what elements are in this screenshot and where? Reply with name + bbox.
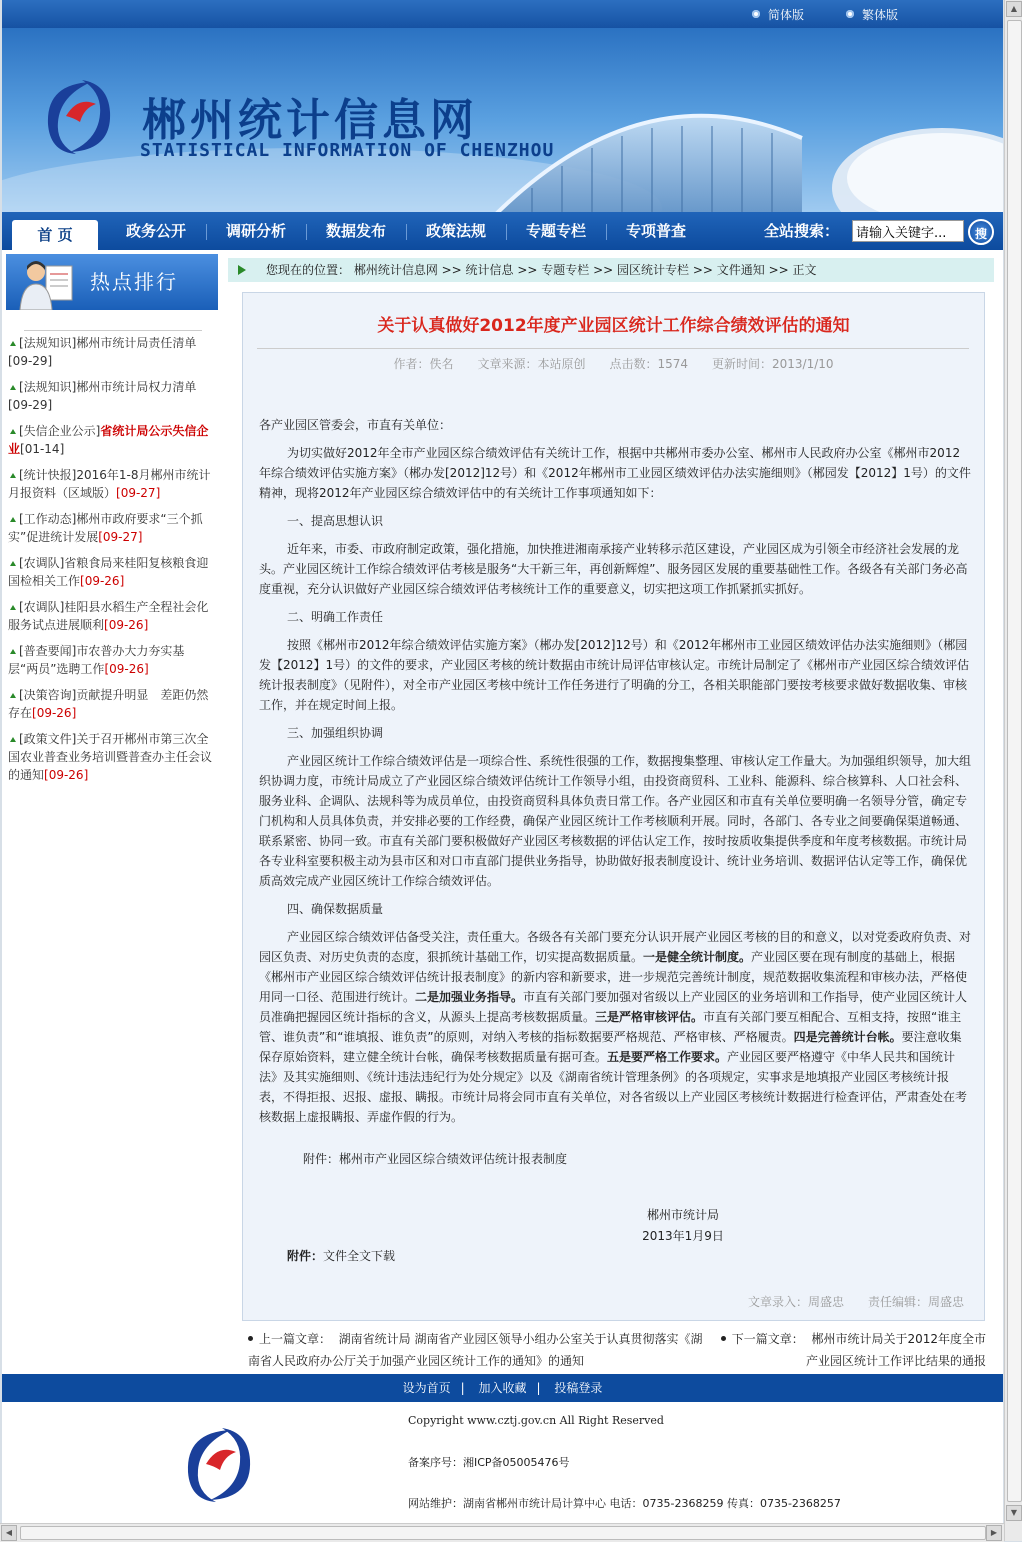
- nav-separator: [506, 224, 507, 240]
- arrow-icon: [10, 649, 16, 654]
- arrow-icon: [10, 473, 16, 478]
- search-input[interactable]: [852, 220, 964, 242]
- header-banner: [2, 28, 1003, 212]
- prev-label: 上一篇文章：: [259, 1332, 332, 1346]
- site-title: 郴州统计信息网: [142, 95, 478, 146]
- download-link[interactable]: 文件全文下载: [323, 1249, 396, 1263]
- paragraph: [259, 927, 971, 1127]
- item-date: [09-26]: [44, 768, 89, 782]
- paragraph: 近年来，市委、市政府制定政策，强化措施，加快推进湘南承接产业转移示范区建设，产业园区成为引领全市经济社会发展的龙头。产业园区统计工作综合绩效评估考核是服务“大干新三年，再创新辉煌”、服务园区发展的重要基础性工作。各级各有关部门务必高度重视，充分认识做好产业园区综合绩效评估考核统计工作的重要意义，切实把这项工作抓紧抓实抓好。: [259, 542, 968, 596]
- divider: [257, 348, 969, 349]
- scroll-right-icon[interactable]: ▶: [986, 1525, 1002, 1541]
- submit-login-link[interactable]: 投稿登录: [554, 1381, 603, 1395]
- scroll-thumb[interactable]: [20, 1526, 986, 1540]
- text: 产业园区要在现有制度的基础上，根据《郴州市产业园区综合绩效评估统计报表制度》的新内容和新要求，进一步规范完善统计制度，规范数据收集流程和审核办法，严格使用同一口径、范围进行统计。: [259, 950, 968, 1004]
- arrow-icon: [10, 561, 16, 566]
- text: 要注意收集保存原始资料，建立健全统计台帐，确保考核数据质量有据可查。: [259, 1030, 962, 1064]
- arrow-icon: [10, 605, 16, 610]
- item-category: [法规知识]: [19, 380, 77, 394]
- bullet-icon: [752, 10, 760, 18]
- bold-text: 三是严格审核评估。: [595, 1010, 704, 1024]
- hot-ranking-title: 热点排行: [90, 270, 178, 294]
- main-nav: [2, 212, 1003, 250]
- sign-date: 2013年1月9日: [642, 1229, 724, 1243]
- paragraph: 产业园区统计工作综合绩效评估是一项综合性、系统性很强的工作，数据搜集整理、审核认定工作量大。为加强组织领导，加大组织协调力度，市统计局成立了产业园区综合绩效评估统计工作领导小组，由投资商贸科、工业科、能源科、综合核算科、人口社会科、服务业科、企调队、法规科等为成员单位，由投资商贸科具体负责日常工作。各产业园区和市直有关单位要明确一名领导分管，确定专门机构和人员具体负责，并安排必要的工作经费，确保产业园区统计工作考核顺利开展。同时，各部门、各专业之间要确保渠道畅通、联系紧密、协同一致。市直有关部门要积极做好产业园区考核数据的评估认定工作，按时按质收集提供季度和年度考核数据。市统计局各专业科室要积极主动为县市区和对口市直部门提供业务指导，协助做好报表制度设计、统计业务培训、数据评估认定等工作，确保优质高效完成产业园区统计工作综合绩效评估。: [259, 754, 972, 888]
- arrow-icon: [238, 265, 246, 275]
- scroll-up-icon[interactable]: ▲: [1006, 1, 1022, 17]
- item-category: [法规知识]: [19, 336, 77, 350]
- bullet-icon: [248, 1336, 253, 1341]
- nav-separator: [306, 224, 307, 240]
- text: 市直有关部门要加强对省级以上产业园区的业务培训和工作指导，使产业园区统计人员准确把握园区统计指标的含义，从源头上提高考核数据质量。: [259, 990, 968, 1024]
- item-title[interactable]: 2016年1-8月郴州市统计月报资料（区域版）: [8, 468, 211, 500]
- list-item[interactable]: [8, 510, 214, 546]
- item-date: [09-26]: [104, 618, 149, 632]
- vertical-scrollbar[interactable]: [1004, 0, 1022, 1541]
- item-category: [政策文件]: [19, 732, 77, 746]
- list-item[interactable]: [8, 642, 214, 678]
- breadcrumb: [228, 258, 994, 282]
- arrow-icon: [10, 429, 16, 434]
- prev-title[interactable]: 湖南省统计局 湖南省产业园区领导小组办公室关于认真贯彻落实《湖: [338, 1332, 703, 1346]
- page: [2, 0, 1003, 1541]
- paragraph: 按照《郴州市2012年综合绩效评估实施方案》（郴办发[2012]12号）和《2012年郴州市工业园区绩效评估办法实施细则》（郴园发【2012】1号）的文件的要求，产业园区考核的统计数据由市统计局评估审核认定。市统计局制定了《郴州市产业园区综合绩效评估统计报表制度》（见附件），对全市产业园区考核中统计工作任务进行了明确的分工，各相关职能部门要按考核要求做好数据收集、审核工作，并在规定时间上报。: [259, 638, 970, 712]
- article-title: 关于认真做好2012年度产业园区统计工作综合绩效评估的通知: [377, 316, 850, 336]
- section-heading: 四、确保数据质量: [287, 902, 384, 916]
- traditional-link[interactable]: [846, 6, 898, 23]
- item-title[interactable]: 关于召开郴州市第三次全国农业普查业务培训暨普查办主任会议的通知: [8, 732, 213, 782]
- list-item[interactable]: [8, 686, 214, 722]
- nav-data-release[interactable]: 数据发布: [325, 222, 386, 240]
- list-item[interactable]: [8, 378, 214, 414]
- add-favorite-link[interactable]: 加入收藏: [478, 1381, 527, 1395]
- list-item[interactable]: [8, 598, 214, 634]
- item-date: [09-26]: [80, 574, 125, 588]
- bullet-icon: [846, 10, 854, 18]
- attachment: [287, 1247, 395, 1264]
- item-title[interactable]: 省统计局公示失信企业: [8, 424, 209, 456]
- scroll-left-icon[interactable]: ◀: [1, 1525, 17, 1541]
- bold-text: 二是加强业务指导。: [415, 990, 524, 1004]
- set-homepage-link[interactable]: 设为首页: [402, 1381, 451, 1395]
- list-item[interactable]: [8, 422, 214, 458]
- section-heading: 一、提高思想认识: [287, 514, 384, 528]
- simplified-label: 简体版: [768, 8, 805, 22]
- item-date: [09-27]: [116, 486, 161, 500]
- breadcrumb-text[interactable]: 您现在的位置： 郴州统计信息网 >> 统计信息 >> 专题专栏 >> 园区统计专栏 >> 文件通知 >> 正文: [266, 263, 817, 277]
- signer: 郴州市统计局: [646, 1208, 719, 1222]
- hot-ranking-list: [6, 310, 218, 794]
- horizontal-scrollbar[interactable]: [0, 1523, 1004, 1542]
- attach-label: 附件：: [287, 1249, 324, 1263]
- item-category: [普查要闻]: [19, 644, 77, 658]
- signature: [623, 1205, 743, 1247]
- item-title[interactable]: 郴州市统计局责任清单: [76, 336, 197, 350]
- section-heading: 三、加强组织协调: [287, 726, 384, 740]
- article-meta: 作者：佚名 文章来源：本站原创 点击数：1574 更新时间：2013/1/10: [393, 357, 834, 371]
- footer: [2, 1402, 1003, 1527]
- item-date: [09-27]: [98, 530, 143, 544]
- search-button[interactable]: 搜: [968, 219, 994, 245]
- item-title[interactable]: 桂阳县水稻生产全程社会化服务试点进展顺利: [8, 600, 209, 632]
- paragraph: 为切实做好2012年全市产业园区综合绩效评估有关统计工作，根据中共郴州市委办公室、郴州市人民政府办公室《郴州市2012年综合绩效评估实施方案》（郴办发[2012]12号）和《2012年郴州市工业园区绩效评估办法实施细则》（郴园发【2012】1号）的文件精神，现将2012年产业园区综合绩效评估中的有关统计工作事项通知如下：: [259, 446, 971, 500]
- article-footer: 文章录入：周盛忠 责任编辑：周盛忠: [747, 1295, 964, 1309]
- next-article[interactable]: [714, 1328, 986, 1372]
- traditional-label: 繁体版: [862, 8, 899, 22]
- next-label: 下一篇文章：: [731, 1332, 804, 1346]
- item-title[interactable]: 郴州市统计局权力清单: [76, 380, 197, 394]
- arrow-icon: [10, 693, 16, 698]
- nav-home[interactable]: 首 页: [12, 220, 98, 250]
- section-heading: 二、明确工作责任: [287, 610, 384, 624]
- list-item[interactable]: [8, 554, 214, 590]
- attachment-note: 附件：郴州市产业园区综合绩效评估统计报表制度: [303, 1152, 568, 1166]
- scroll-thumb[interactable]: [1007, 20, 1022, 1502]
- logo-icon: [36, 74, 122, 160]
- arrow-icon: [10, 737, 16, 742]
- item-category: [失信企业公示]: [19, 424, 101, 438]
- list-item[interactable]: [8, 730, 214, 784]
- list-item[interactable]: [8, 334, 214, 370]
- item-title[interactable]: 贡献提升明显 差距仍然存在: [8, 688, 209, 720]
- logo-icon: [176, 1422, 262, 1508]
- copyright: Copyright www.cztj.gov.cn All Right Reserved: [408, 1414, 664, 1427]
- nav-topics[interactable]: 专题专栏: [525, 222, 586, 240]
- maintainer: 网站维护：湖南省郴州市统计局计算中心 电话：0735-2368259 传真：0735-2368257: [408, 1497, 841, 1510]
- next-title[interactable]: 郴州市统计局关于2012年度全市: [811, 1332, 986, 1346]
- list-item[interactable]: [8, 466, 214, 502]
- item-title[interactable]: 郴州市政府要求“三个抓实”促进统计发展: [8, 512, 203, 544]
- nav-policy[interactable]: 政策法规: [425, 222, 486, 240]
- item-category: [农调队]: [19, 600, 65, 614]
- item-title[interactable]: 省粮食局来桂阳复核粮食迎国检相关工作: [8, 556, 209, 588]
- nav-separator: [406, 224, 407, 240]
- bullet-icon: [721, 1336, 726, 1341]
- arrow-icon: [10, 517, 16, 522]
- item-date: [09-26]: [104, 662, 149, 676]
- nav-census[interactable]: 专项普查: [625, 222, 686, 240]
- nav-separator: [206, 224, 207, 240]
- next-title-cont[interactable]: 产业园区统计工作评比结果的通报: [805, 1354, 986, 1368]
- prev-article[interactable]: [248, 1328, 718, 1372]
- item-date: [09-29]: [8, 398, 53, 412]
- item-title[interactable]: 市农普办大力夯实基层“两员”选聘工作: [8, 644, 185, 676]
- text: 产业园区综合绩效评估备受关注，责任重大。各级各有关部门要充分认识开展产业园区考核的目的和意义，以对党委政府负责、对园区负责、对历史负责的态度，狠抓统计基础工作，切实提高数据质量。: [259, 930, 972, 964]
- nav-research[interactable]: 调研分析: [225, 222, 286, 240]
- article-body: [259, 415, 971, 1177]
- item-date: [01-14]: [20, 442, 65, 456]
- top-bar: [2, 0, 1003, 28]
- item-category: [统计快报]: [19, 468, 77, 482]
- divider: [24, 330, 202, 331]
- arrow-icon: [10, 341, 16, 346]
- item-date: [09-26]: [32, 706, 77, 720]
- item-category: [决策咨询]: [19, 688, 77, 702]
- arrow-icon: [10, 385, 16, 390]
- item-category: [工作动态]: [19, 512, 77, 526]
- footer-links: 设为首页 | 加入收藏 | 投稿登录: [2, 1374, 1003, 1402]
- bold-text: 五是要严格工作要求。: [607, 1050, 728, 1064]
- nav-government[interactable]: 政务公开: [125, 222, 186, 240]
- bold-text: 四是完善统计台帐。: [793, 1030, 902, 1044]
- text: 产业园区要严格遵守《中华人民共和国统计法》及其实施细则、《统计违法违纪行为处分规定》以及《湖南省统计管理条例》的各项规定，实事求是地填报产业园区考核统计报表，不得拒报、迟报、虚报、瞒报。市统计局将会同市直有关单位，对各省级以上产业园区考核统计数据进行检查评估，严肃查处在考核数据上虚报瞒报、弄虚作假的行为。: [259, 1050, 968, 1124]
- item-category: [农调队]: [19, 556, 65, 570]
- site-subtitle: STATISTICAL INFORMATION OF CHENZHOU: [140, 140, 555, 161]
- bold-text: 一是健全统计制度。: [643, 950, 752, 964]
- salutation: 各产业园区管委会，市直有关单位：: [259, 418, 452, 432]
- article: [242, 292, 985, 1321]
- simplified-link[interactable]: [752, 6, 804, 23]
- prev-title-cont[interactable]: 南省人民政府办公厅关于加强产业园区统计工作的通知》的通知: [248, 1354, 585, 1368]
- person-icon: [16, 256, 78, 310]
- hot-ranking-header: [6, 254, 218, 310]
- nav-separator: [606, 224, 607, 240]
- item-date: [09-29]: [8, 354, 53, 368]
- scroll-down-icon[interactable]: ▼: [1006, 1505, 1022, 1521]
- search-label: 全站搜索：: [764, 222, 840, 240]
- text: 市直有关部门要互相配合、互相支持，按照“谁主管、谁负责”和“谁填报、谁负责”的原则，对纳入考核的指标数据要严格规范、严格审核、严格履责。: [259, 1010, 962, 1044]
- icp-number: 备案序号：湘ICP备05005476号: [408, 1456, 570, 1469]
